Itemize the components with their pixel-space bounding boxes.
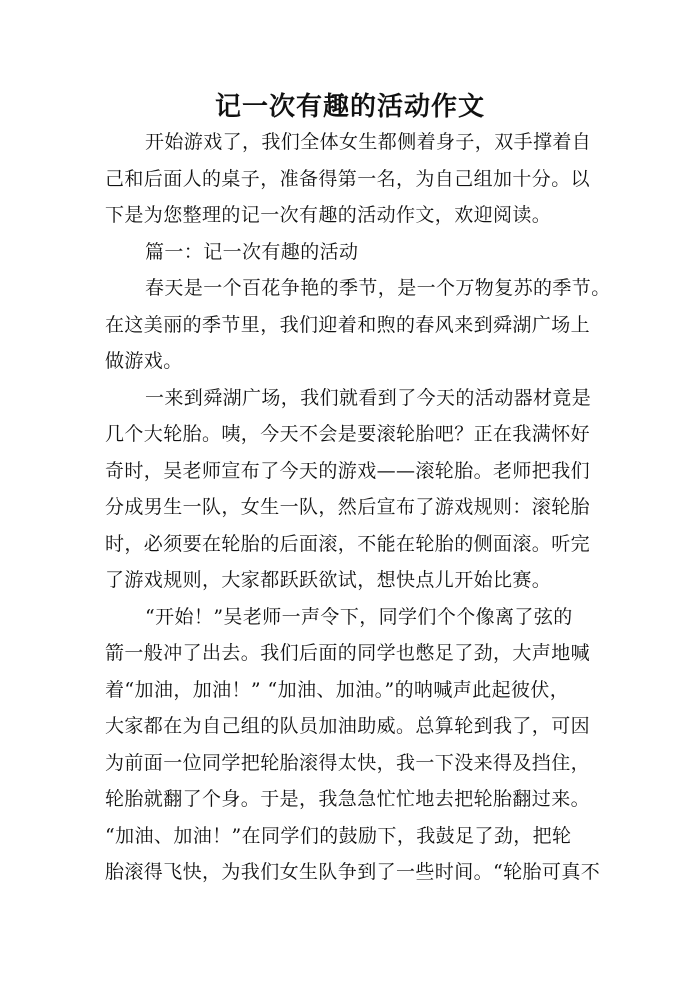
text-line: 下是为您整理的记一次有趣的活动作文，欢迎阅读。 <box>105 204 552 226</box>
text-line: 做游戏。 <box>105 350 183 372</box>
text-line: “加油、加油！”在同学们的鼓励下，我鼓足了劲，把轮 <box>105 825 572 847</box>
text-line: 大家都在为自己组的队员加油助威。总算轮到我了，可因 <box>105 715 591 737</box>
text-line: 一来到舜湖广场，我们就看到了今天的活动器材竟是 <box>145 387 592 409</box>
section-heading: 篇一：记一次有趣的活动 <box>145 241 359 263</box>
text-line: 分成男生一队，女生一队，然后宣布了游戏规则：滚轮胎 <box>105 496 591 518</box>
text-line: 春天是一个百花争艳的季节，是一个万物复苏的季节。 <box>145 277 611 299</box>
text-line: 在这美丽的季节里，我们迎着和煦的春风来到舜湖广场上 <box>105 314 591 336</box>
text-line: 胎滚得飞快，为我们女生队争到了一些时间。“轮胎可真不 <box>105 861 601 883</box>
text-line: 轮胎就翻了个身。于是，我急急忙忙地去把轮胎翻过来。 <box>105 788 591 810</box>
text-line: 为前面一位同学把轮胎滚得太快，我一下没来得及挡住， <box>105 752 591 774</box>
text-line: 箭一般冲了出去。我们后面的同学也憋足了劲，大声地喊 <box>105 642 591 664</box>
text-line: 了游戏规则，大家都跃跃欲试，想快点儿开始比赛。 <box>105 569 552 591</box>
text-line: 时，必须要在轮胎的后面滚，不能在轮胎的侧面滚。听完 <box>105 533 591 555</box>
text-line: “开始！”吴老师一声令下，同学们个个像离了弦的 <box>145 606 573 628</box>
text-line: 着“加油，加油！” “加油、加油。”的呐喊声此起彼伏， <box>105 679 570 701</box>
text-line: 几个大轮胎。咦，今天不会是要滚轮胎吧？正在我满怀好 <box>105 423 591 445</box>
text-line: 奇时，吴老师宣布了今天的游戏——滚轮胎。老师把我们 <box>105 460 591 482</box>
text-line: 开始游戏了，我们全体女生都侧着身子，双手撑着自 <box>145 131 592 153</box>
text-line: 己和后面人的桌子，准备得第一名，为自己组加十分。以 <box>105 168 591 190</box>
document-title: 记一次有趣的活动作文 <box>214 92 485 122</box>
